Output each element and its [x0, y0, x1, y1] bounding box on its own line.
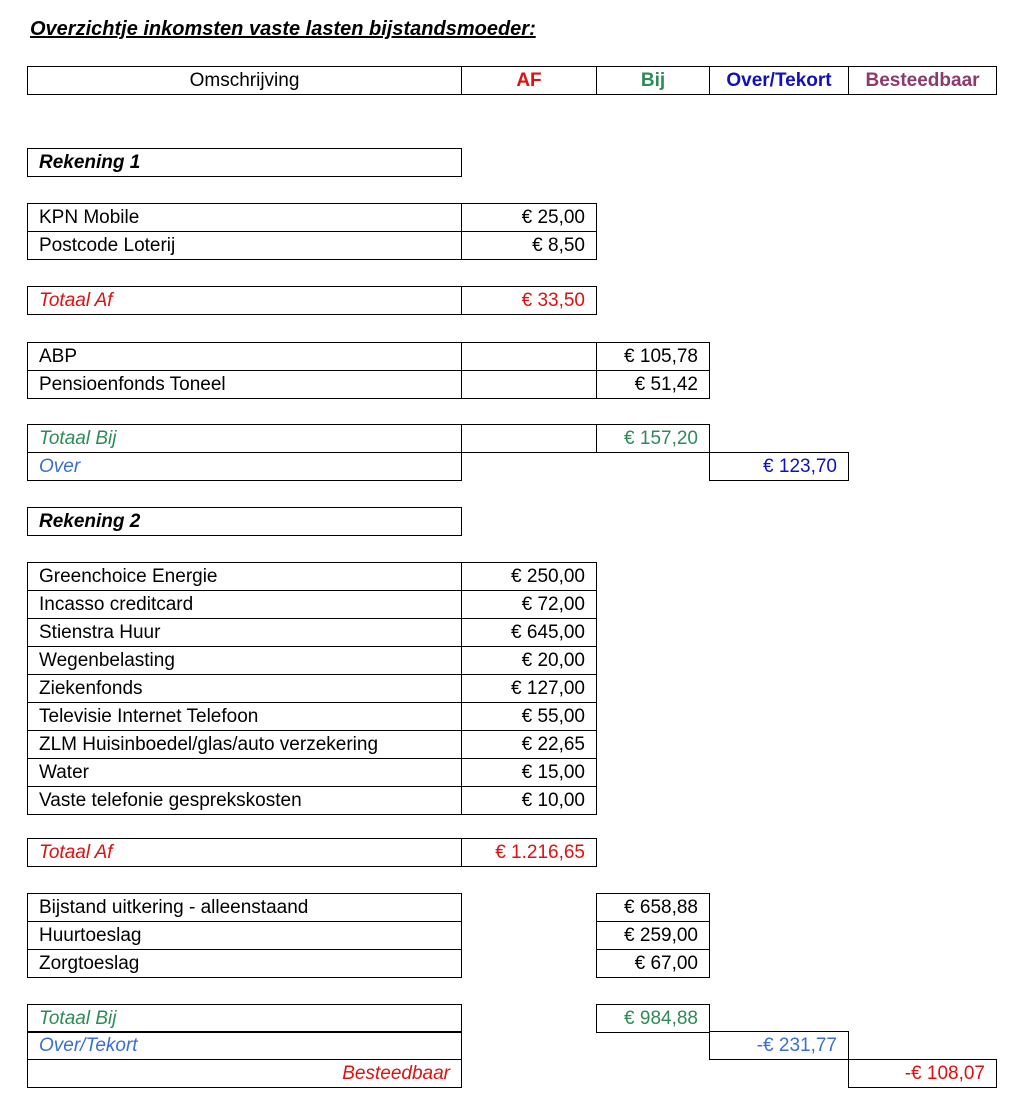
item-description: Vaste telefonie gesprekskosten: [27, 786, 462, 815]
totaal-bij-amount: € 157,20: [596, 424, 710, 453]
item-amount: € 55,00: [461, 702, 597, 731]
page-title: Overzichtje inkomsten vaste lasten bijstandsmoeder:: [30, 18, 536, 40]
item-description: Greenchoice Energie: [27, 562, 462, 591]
item-description: Incasso creditcard: [27, 590, 462, 619]
section-label-rekening-1: Rekening 1: [27, 148, 462, 177]
item-description: Water: [27, 758, 462, 787]
item-description: Postcode Loterij: [27, 231, 462, 260]
empty-af-cell: [461, 370, 597, 399]
item-description: KPN Mobile: [27, 203, 462, 232]
header-omschrijving: Omschrijving: [27, 66, 462, 95]
over-amount: € 123,70: [709, 452, 849, 481]
totaal-af-label: Totaal Af: [27, 286, 462, 315]
totaal-af-amount: € 33,50: [461, 286, 597, 315]
item-amount: € 127,00: [461, 674, 597, 703]
item-description: ZLM Huisinboedel/glas/auto verzekering: [27, 730, 462, 759]
item-amount: € 67,00: [596, 949, 710, 978]
header-over-tekort: Over/Tekort: [709, 66, 849, 95]
item-amount: € 658,88: [596, 893, 710, 922]
item-description: ABP: [27, 342, 462, 371]
item-amount: € 25,00: [461, 203, 597, 232]
item-amount: € 20,00: [461, 646, 597, 675]
section-label-rekening-2: Rekening 2: [27, 507, 462, 536]
item-amount: € 645,00: [461, 618, 597, 647]
item-description: Pensioenfonds Toneel: [27, 370, 462, 399]
besteedbaar-label: Besteedbaar: [27, 1059, 462, 1088]
totaal-af-amount: € 1.216,65: [461, 838, 597, 867]
totaal-bij-label: Totaal Bij: [27, 424, 462, 453]
item-description: Televisie Internet Telefoon: [27, 702, 462, 731]
item-description: Bijstand uitkering - alleenstaand: [27, 893, 462, 922]
item-amount: € 51,42: [596, 370, 710, 399]
item-amount: € 10,00: [461, 786, 597, 815]
item-amount: € 250,00: [461, 562, 597, 591]
item-description: Zorgtoeslag: [27, 949, 462, 978]
empty-af-cell: [461, 424, 597, 453]
item-amount: € 8,50: [461, 231, 597, 260]
besteedbaar-amount: -€ 108,07: [848, 1059, 997, 1088]
item-amount: € 105,78: [596, 342, 710, 371]
item-amount: € 259,00: [596, 921, 710, 950]
over-tekort-amount: -€ 231,77: [709, 1031, 849, 1060]
totaal-bij-label: Totaal Bij: [27, 1004, 462, 1033]
item-amount: € 22,65: [461, 730, 597, 759]
header-af: AF: [461, 66, 597, 95]
totaal-af-label: Totaal Af: [27, 838, 462, 867]
item-description: Huurtoeslag: [27, 921, 462, 950]
item-amount: € 15,00: [461, 758, 597, 787]
over-label: Over: [27, 452, 462, 481]
item-amount: € 72,00: [461, 590, 597, 619]
item-description: Wegenbelasting: [27, 646, 462, 675]
over-tekort-label: Over/Tekort: [27, 1031, 462, 1060]
totaal-bij-amount: € 984,88: [596, 1004, 710, 1033]
item-description: Stienstra Huur: [27, 618, 462, 647]
header-bij: Bij: [596, 66, 710, 95]
header-besteedbaar: Besteedbaar: [848, 66, 997, 95]
item-description: Ziekenfonds: [27, 674, 462, 703]
empty-af-cell: [461, 342, 597, 371]
